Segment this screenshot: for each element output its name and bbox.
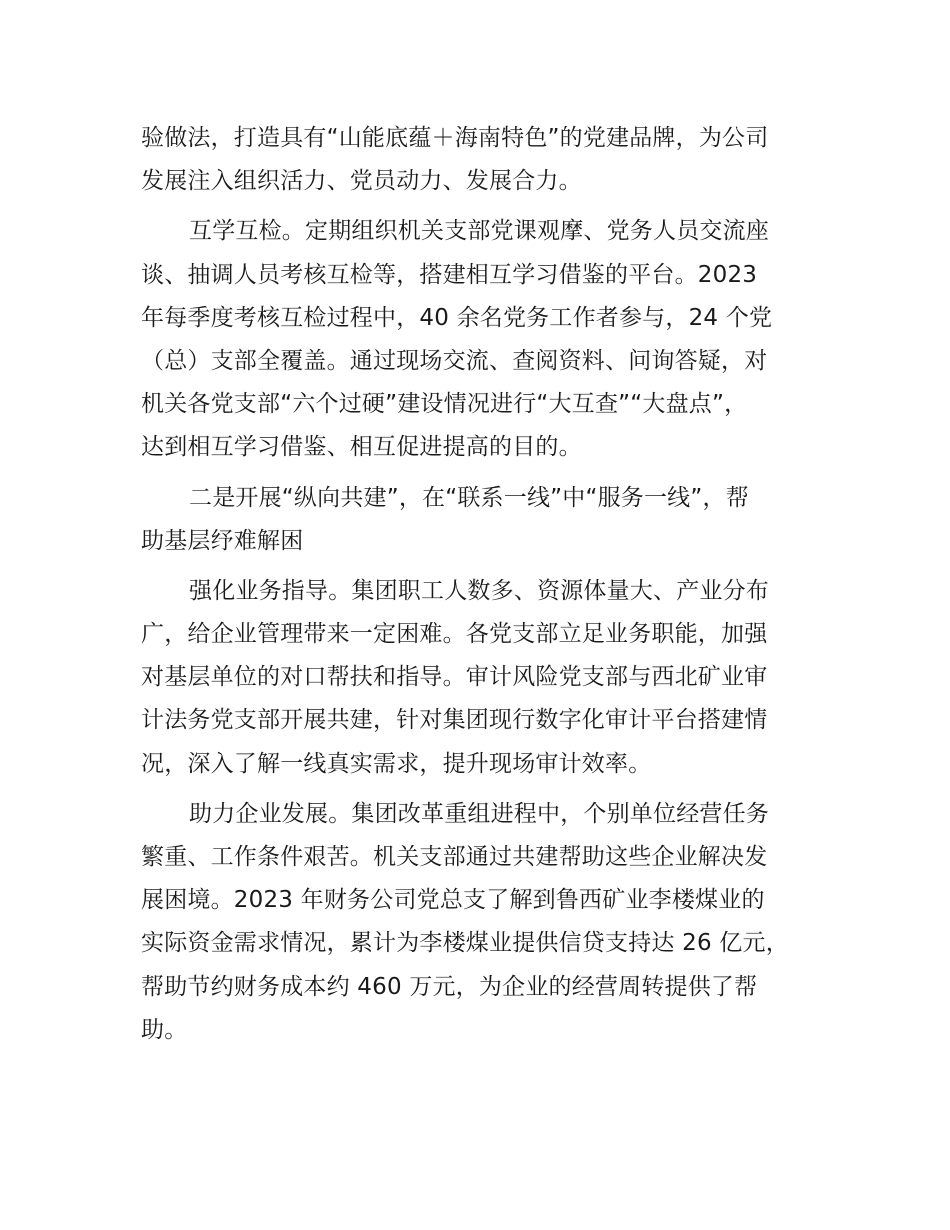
text-line: 验做法，打造具有“山能底蕴＋海南特色”的党建品牌，为公司 <box>141 125 769 151</box>
text-line: （总）支部全覆盖。通过现场交流、查阅资料、问询答疑，对 <box>141 347 768 374</box>
text-line: 计法务党支部开展共建，针对集团现行数字化审计平台搭建情 <box>141 707 768 734</box>
text-line: 广，给企业管理带来一定困难。各党支部立足业务职能，加强 <box>141 621 768 648</box>
section-heading-vertical-coconstruction <box>141 477 841 563</box>
text-line: 达到相互学习借鉴、相互促进提高的目的。 <box>141 434 582 461</box>
text-line: 发展注入组织活力、党员动力、发展合力。 <box>141 168 582 195</box>
paragraph-enterprise-development <box>141 793 841 1052</box>
text-line: 展困境。2023 年财务公司党总支了解到鲁西矿业李楼煤业的 <box>141 887 765 914</box>
text-line: 繁重、工作条件艰苦。机关支部通过共建帮助这些企业解决发 <box>141 844 768 870</box>
text-line: 助。 <box>141 1016 188 1043</box>
text-line: 帮助节约财务成本约 460 万元，为企业的经营周转提供了帮 <box>141 973 758 1000</box>
text-line: 谈、抽调人员考核互检等，搭建相互学习借鉴的平台。2023 <box>141 261 758 288</box>
text-line: 实际资金需求情况，累计为李楼煤业提供信贷支持达 26 亿元， <box>141 930 789 957</box>
text-line: 机关各党支部“六个过硬”建设情况进行“大互查”“大盘点”， <box>141 391 748 418</box>
paragraph-continuation <box>141 117 841 203</box>
text-line: 年每季度考核互检过程中，40 余名党务工作者参与，24 个党 <box>141 304 773 331</box>
text-line: 强化业务指导。集团职工人数多、资源体量大、产业分布 <box>189 577 769 604</box>
text-line: 助力企业发展。集团改革重组进程中，个别单位经营任务 <box>189 800 769 827</box>
text-line: 二是开展“纵向共建”，在“联系一线”中“服务一线”，帮 <box>189 484 749 511</box>
text-line: 况，深入了解一线真实需求，提升现场审计效率。 <box>141 750 652 777</box>
paragraph-business-guidance <box>141 570 841 786</box>
text-line: 助基层纾难解困 <box>141 527 304 554</box>
document-body <box>141 117 841 1052</box>
text-line: 对基层单位的对口帮扶和指导。审计风险党支部与西北矿业审 <box>141 664 768 691</box>
paragraph-mutual-inspection <box>141 210 841 469</box>
text-line: 互学互检。定期组织机关支部党课观摩、党务人员交流座 <box>189 218 769 245</box>
